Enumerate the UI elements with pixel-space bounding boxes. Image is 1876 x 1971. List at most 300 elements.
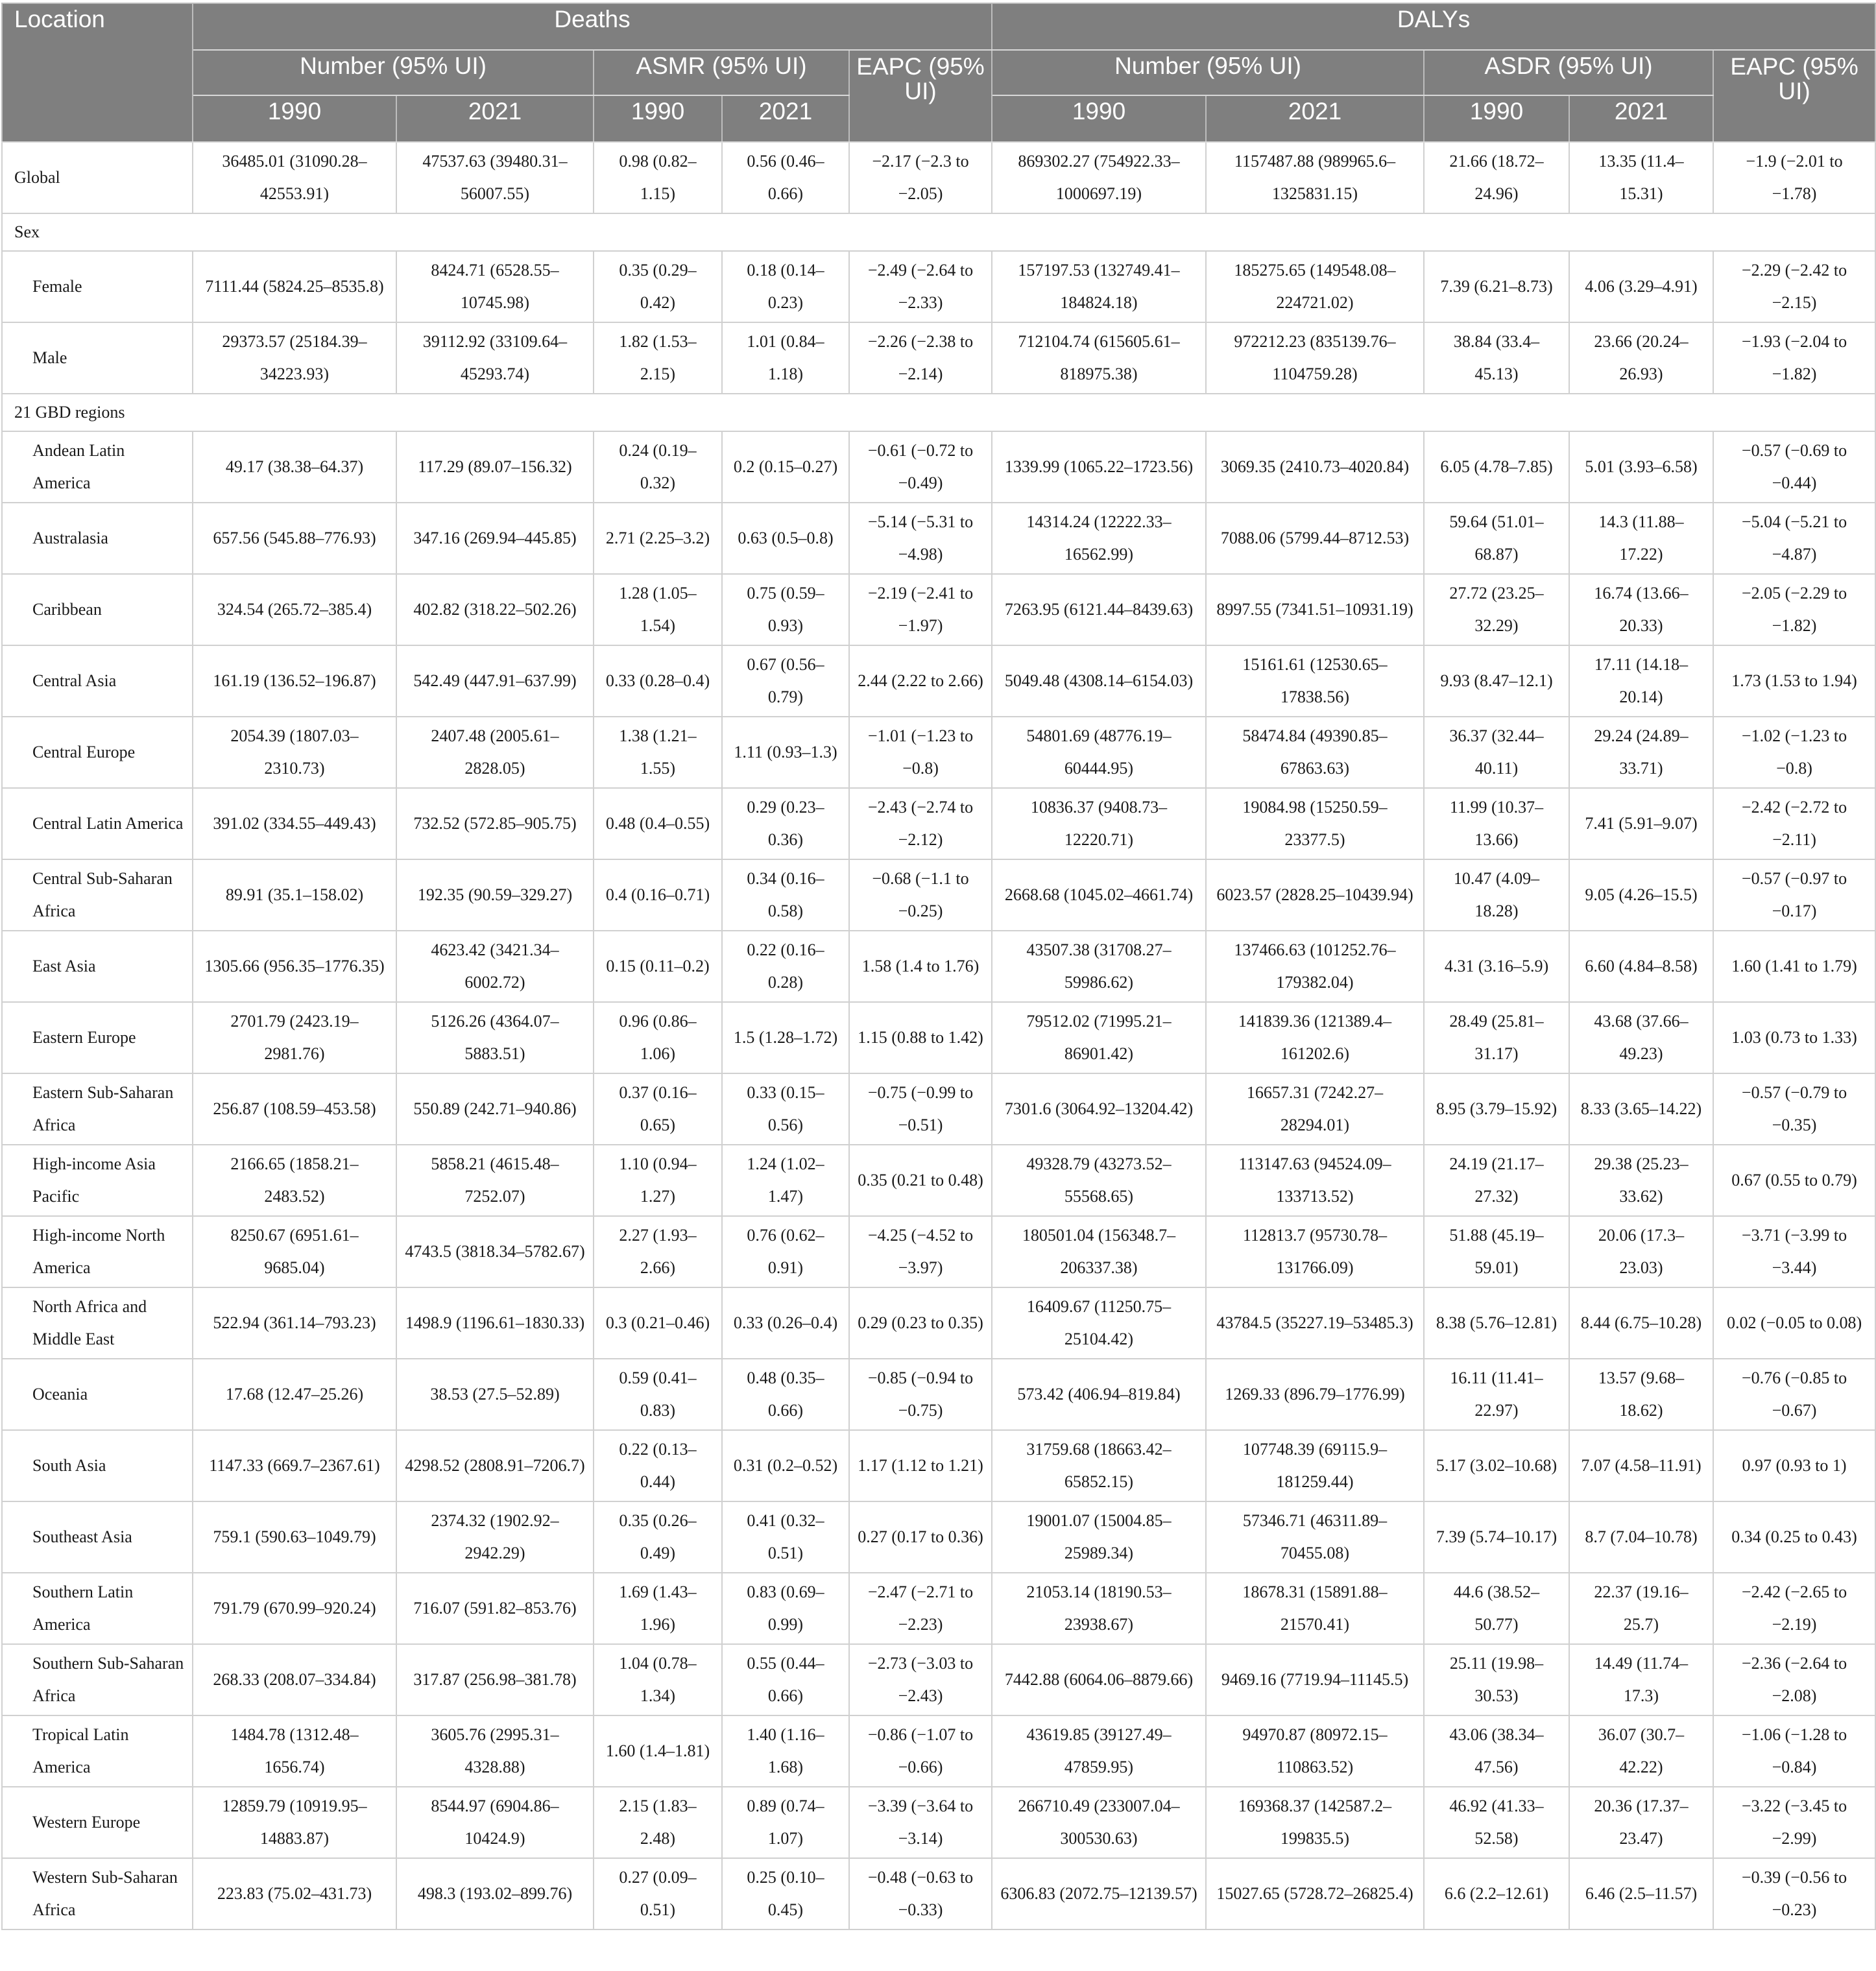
year-header: 2021 [1569,95,1713,142]
value-cell: 2054.39 (1807.03–2310.73) [193,717,396,788]
value-cell: 17.11 (14.18–20.14) [1569,645,1713,717]
location-cell: North Africa and Middle East [2,1287,193,1359]
value-cell: 0.15 (0.11–0.2) [594,931,722,1002]
value-cell: −2.42 (−2.65 to −2.19) [1713,1573,1875,1644]
value-cell: 9.05 (4.26–15.5) [1569,859,1713,931]
value-cell: 28.49 (25.81–31.17) [1424,1002,1569,1073]
year-header: 2021 [722,95,849,142]
value-cell: 0.89 (0.74–1.07) [722,1787,849,1858]
section-label: 21 GBD regions [2,394,1875,431]
value-cell: 1.15 (0.88 to 1.42) [849,1002,992,1073]
location-cell: Western Europe [2,1787,193,1858]
value-cell: 0.29 (0.23 to 0.35) [849,1287,992,1359]
location-cell: Central Sub-Saharan Africa [2,859,193,931]
value-cell: 4298.52 (2808.91–7206.7) [396,1430,594,1501]
asdr-header: ASDR (95% UI) [1424,50,1713,95]
value-cell: 1.10 (0.94–1.27) [594,1145,722,1216]
value-cell: 36485.01 (31090.28–42553.91) [193,142,396,213]
value-cell: 1269.33 (896.79–1776.99) [1206,1359,1424,1430]
value-cell: 0.35 (0.26–0.49) [594,1501,722,1573]
value-cell: 1.40 (1.16–1.68) [722,1715,849,1787]
section-row [2,394,1875,431]
value-cell: 1157487.88 (989965.6–1325831.15) [1206,142,1424,213]
table-header [2,3,1875,142]
year-header: 1990 [1424,95,1569,142]
value-cell: 24.19 (21.17–27.32) [1424,1145,1569,1216]
table-row [2,322,1875,394]
location-cell: High-income Asia Pacific [2,1145,193,1216]
value-cell: 185275.65 (149548.08–224721.02) [1206,251,1424,322]
value-cell: 0.96 (0.86–1.06) [594,1002,722,1073]
value-cell: 2407.48 (2005.61–2828.05) [396,717,594,788]
value-cell: 8997.55 (7341.51–10931.19) [1206,574,1424,645]
value-cell: 58474.84 (49390.85–67863.63) [1206,717,1424,788]
value-cell: 0.33 (0.15–0.56) [722,1073,849,1145]
table-row [2,717,1875,788]
value-cell: 6.05 (4.78–7.85) [1424,431,1569,503]
value-cell: 1147.33 (669.7–2367.61) [193,1430,396,1501]
value-cell: −2.26 (−2.38 to −2.14) [849,322,992,394]
table-row [2,1430,1875,1501]
value-cell: 1339.99 (1065.22–1723.56) [992,431,1206,503]
value-cell: −2.19 (−2.41 to −1.97) [849,574,992,645]
value-cell: 266710.49 (233007.04–300530.63) [992,1787,1206,1858]
location-cell: Australasia [2,503,193,574]
value-cell: 1.58 (1.4 to 1.76) [849,931,992,1002]
value-cell: 791.79 (670.99–920.24) [193,1573,396,1644]
value-cell: 16.74 (13.66–20.33) [1569,574,1713,645]
location-cell: Southern Sub-Saharan Africa [2,1644,193,1715]
value-cell: 8.44 (6.75–10.28) [1569,1287,1713,1359]
value-cell: 0.98 (0.82–1.15) [594,142,722,213]
value-cell: −0.39 (−0.56 to −0.23) [1713,1858,1875,1929]
value-cell: 12859.79 (10919.95–14883.87) [193,1787,396,1858]
value-cell: 46.92 (41.33–52.58) [1424,1787,1569,1858]
location-cell: South Asia [2,1430,193,1501]
value-cell: 2668.68 (1045.02–4661.74) [992,859,1206,931]
value-cell: −2.43 (−2.74 to −2.12) [849,788,992,859]
value-cell: 0.55 (0.44–0.66) [722,1644,849,1715]
value-cell: 1.73 (1.53 to 1.94) [1713,645,1875,717]
value-cell: 8.95 (3.79–15.92) [1424,1073,1569,1145]
value-cell: 1.69 (1.43–1.96) [594,1573,722,1644]
value-cell: 5.01 (3.93–6.58) [1569,431,1713,503]
value-cell: 5126.26 (4364.07–5883.51) [396,1002,594,1073]
section-row [2,213,1875,251]
value-cell: 94970.87 (80972.15–110863.52) [1206,1715,1424,1787]
value-cell: 29.38 (25.23–33.62) [1569,1145,1713,1216]
deaths-header: Deaths [193,3,992,50]
value-cell: 157197.53 (132749.41–184824.18) [992,251,1206,322]
value-cell: −0.75 (−0.99 to −0.51) [849,1073,992,1145]
value-cell: 6023.57 (2828.25–10439.94) [1206,859,1424,931]
value-cell: −4.25 (−4.52 to −3.97) [849,1216,992,1287]
value-cell: 180501.04 (156348.7–206337.38) [992,1216,1206,1287]
value-cell: 0.33 (0.26–0.4) [722,1287,849,1359]
value-cell: 2374.32 (1902.92–2942.29) [396,1501,594,1573]
value-cell: 2701.79 (2423.19–2981.76) [193,1002,396,1073]
value-cell: −2.73 (−3.03 to −2.43) [849,1644,992,1715]
value-cell: 0.67 (0.56–0.79) [722,645,849,717]
value-cell: 57346.71 (46311.89–70455.08) [1206,1501,1424,1573]
value-cell: 11.99 (10.37–13.66) [1424,788,1569,859]
value-cell: 0.34 (0.25 to 0.43) [1713,1501,1875,1573]
value-cell: 7263.95 (6121.44–8439.63) [992,574,1206,645]
data-table [1,3,1876,1930]
value-cell: 1.04 (0.78–1.34) [594,1644,722,1715]
value-cell: 43507.38 (31708.27–59986.62) [992,931,1206,1002]
value-cell: 141839.36 (121389.4–161202.6) [1206,1002,1424,1073]
value-cell: 6.60 (4.84–8.58) [1569,931,1713,1002]
table-row [2,1073,1875,1145]
value-cell: 0.33 (0.28–0.4) [594,645,722,717]
value-cell: −0.76 (−0.85 to −0.67) [1713,1359,1875,1430]
value-cell: −1.06 (−1.28 to −0.84) [1713,1715,1875,1787]
value-cell: 5.17 (3.02–10.68) [1424,1430,1569,1501]
value-cell: 25.11 (19.98–30.53) [1424,1644,1569,1715]
value-cell: −2.49 (−2.64 to −2.33) [849,251,992,322]
value-cell: 36.07 (30.7–42.22) [1569,1715,1713,1787]
value-cell: 8.33 (3.65–14.22) [1569,1073,1713,1145]
value-cell: −0.48 (−0.63 to −0.33) [849,1858,992,1929]
value-cell: 16657.31 (7242.27–28294.01) [1206,1073,1424,1145]
value-cell: 7301.6 (3064.92–13204.42) [992,1073,1206,1145]
location-cell: Female [2,251,193,322]
value-cell: 498.3 (193.02–899.76) [396,1858,594,1929]
value-cell: 0.97 (0.93 to 1) [1713,1430,1875,1501]
value-cell: −5.04 (−5.21 to −4.87) [1713,503,1875,574]
value-cell: 324.54 (265.72–385.4) [193,574,396,645]
value-cell: −5.14 (−5.31 to −4.98) [849,503,992,574]
value-cell: 20.06 (17.3–23.03) [1569,1216,1713,1287]
value-cell: 0.37 (0.16–0.65) [594,1073,722,1145]
table-row [2,1145,1875,1216]
location-cell: Caribbean [2,574,193,645]
value-cell: 5049.48 (4308.14–6154.03) [992,645,1206,717]
value-cell: 20.36 (17.37–23.47) [1569,1787,1713,1858]
value-cell: 3069.35 (2410.73–4020.84) [1206,431,1424,503]
value-cell: 31759.68 (18663.42–65852.15) [992,1430,1206,1501]
value-cell: 13.35 (11.4–15.31) [1569,142,1713,213]
value-cell: 54801.69 (48776.19–60444.95) [992,717,1206,788]
location-cell: Oceania [2,1359,193,1430]
value-cell: 2.27 (1.93–2.66) [594,1216,722,1287]
value-cell: 4.31 (3.16–5.9) [1424,931,1569,1002]
value-cell: 1.28 (1.05–1.54) [594,574,722,645]
value-cell: 4743.5 (3818.34–5782.67) [396,1216,594,1287]
value-cell: 972212.23 (835139.76–1104759.28) [1206,322,1424,394]
value-cell: 657.56 (545.88–776.93) [193,503,396,574]
value-cell: 59.64 (51.01–68.87) [1424,503,1569,574]
deaths-eapc-header: EAPC (95% UI) [849,50,992,142]
value-cell: 36.37 (32.44–40.11) [1424,717,1569,788]
value-cell: 169368.37 (142587.2–199835.5) [1206,1787,1424,1858]
table-row [2,1359,1875,1430]
value-cell: 16409.67 (11250.75–25104.42) [992,1287,1206,1359]
value-cell: 43619.85 (39127.49–47859.95) [992,1715,1206,1787]
table-row [2,788,1875,859]
value-cell: −1.01 (−1.23 to −0.8) [849,717,992,788]
value-cell: 268.33 (208.07–334.84) [193,1644,396,1715]
value-cell: 256.87 (108.59–453.58) [193,1073,396,1145]
value-cell: 716.07 (591.82–853.76) [396,1573,594,1644]
value-cell: 0.56 (0.46–0.66) [722,142,849,213]
value-cell: 0.22 (0.16–0.28) [722,931,849,1002]
value-cell: 0.27 (0.09–0.51) [594,1858,722,1929]
value-cell: 522.94 (361.14–793.23) [193,1287,396,1359]
value-cell: 27.72 (23.25–32.29) [1424,574,1569,645]
value-cell: 43.68 (37.66–49.23) [1569,1002,1713,1073]
value-cell: 49328.79 (43273.52–55568.65) [992,1145,1206,1216]
value-cell: 15161.61 (12530.65–17838.56) [1206,645,1424,717]
value-cell: −1.93 (−2.04 to −1.82) [1713,322,1875,394]
value-cell: 0.29 (0.23–0.36) [722,788,849,859]
table-row [2,1644,1875,1715]
value-cell: 712104.74 (615605.61–818975.38) [992,322,1206,394]
value-cell: 9469.16 (7719.94–11145.5) [1206,1644,1424,1715]
value-cell: 9.93 (8.47–12.1) [1424,645,1569,717]
value-cell: 1.5 (1.28–1.72) [722,1002,849,1073]
value-cell: 38.53 (27.5–52.89) [396,1359,594,1430]
value-cell: 7.07 (4.58–11.91) [1569,1430,1713,1501]
value-cell: 19001.07 (15004.85–25989.34) [992,1501,1206,1573]
dalys-header: DALYs [992,3,1875,50]
value-cell: 51.88 (45.19–59.01) [1424,1216,1569,1287]
location-cell: Central Europe [2,717,193,788]
value-cell: 7088.06 (5799.44–8712.53) [1206,503,1424,574]
value-cell: 89.91 (35.1–158.02) [193,859,396,931]
value-cell: 6.46 (2.5–11.57) [1569,1858,1713,1929]
location-cell: Western Sub-Saharan Africa [2,1858,193,1929]
value-cell: 43.06 (38.34–47.56) [1424,1715,1569,1787]
location-cell: Tropical Latin America [2,1715,193,1787]
table-row [2,574,1875,645]
value-cell: 8.38 (5.76–12.81) [1424,1287,1569,1359]
value-cell: 3605.76 (2995.31–4328.88) [396,1715,594,1787]
value-cell: 49.17 (38.38–64.37) [193,431,396,503]
value-cell: 1.82 (1.53–2.15) [594,322,722,394]
value-cell: 0.59 (0.41–0.83) [594,1359,722,1430]
value-cell: −2.36 (−2.64 to −2.08) [1713,1644,1875,1715]
value-cell: −2.05 (−2.29 to −1.82) [1713,574,1875,645]
value-cell: 8544.97 (6904.86–10424.9) [396,1787,594,1858]
value-cell: 759.1 (590.63–1049.79) [193,1501,396,1573]
value-cell: 0.48 (0.4–0.55) [594,788,722,859]
value-cell: 0.34 (0.16–0.58) [722,859,849,931]
location-cell: East Asia [2,931,193,1002]
asmr-header: ASMR (95% UI) [594,50,849,95]
table-row [2,1002,1875,1073]
year-header: 1990 [594,95,722,142]
value-cell: 732.52 (572.85–905.75) [396,788,594,859]
value-cell: 7442.88 (6064.06–8879.66) [992,1644,1206,1715]
value-cell: 79512.02 (71995.21–86901.42) [992,1002,1206,1073]
value-cell: 107748.39 (69115.9–181259.44) [1206,1430,1424,1501]
value-cell: 402.82 (318.22–502.26) [396,574,594,645]
value-cell: 161.19 (136.52–196.87) [193,645,396,717]
table-row [2,503,1875,574]
value-cell: 1.60 (1.41 to 1.79) [1713,931,1875,1002]
value-cell: 21053.14 (18190.53–23938.67) [992,1573,1206,1644]
year-header: 1990 [193,95,396,142]
value-cell: 192.35 (90.59–329.27) [396,859,594,931]
value-cell: 29.24 (24.89–33.71) [1569,717,1713,788]
section-label: Sex [2,213,1875,251]
value-cell: 0.18 (0.14–0.23) [722,251,849,322]
location-cell: Eastern Sub-Saharan Africa [2,1073,193,1145]
deaths-number-header: Number (95% UI) [193,50,594,95]
value-cell: −1.9 (−2.01 to −1.78) [1713,142,1875,213]
dalys-eapc-header: EAPC (95% UI) [1713,50,1875,142]
value-cell: 6306.83 (2072.75–12139.57) [992,1858,1206,1929]
value-cell: 14314.24 (12222.33–16562.99) [992,503,1206,574]
value-cell: 0.67 (0.55 to 0.79) [1713,1145,1875,1216]
table-row [2,859,1875,931]
value-cell: 0.22 (0.13–0.44) [594,1430,722,1501]
table-row [2,1216,1875,1287]
value-cell: 7.41 (5.91–9.07) [1569,788,1713,859]
value-cell: 44.6 (38.52–50.77) [1424,1573,1569,1644]
value-cell: 1.38 (1.21–1.55) [594,717,722,788]
value-cell: 10836.37 (9408.73–12220.71) [992,788,1206,859]
value-cell: 0.25 (0.10–0.45) [722,1858,849,1929]
value-cell: 16.11 (11.41–22.97) [1424,1359,1569,1430]
value-cell: −0.85 (−0.94 to −0.75) [849,1359,992,1430]
location-cell: Southeast Asia [2,1501,193,1573]
value-cell: 0.48 (0.35–0.66) [722,1359,849,1430]
value-cell: −0.61 (−0.72 to −0.49) [849,431,992,503]
location-cell: Male [2,322,193,394]
value-cell: 38.84 (33.4–45.13) [1424,322,1569,394]
value-cell: 1.17 (1.12 to 1.21) [849,1430,992,1501]
value-cell: 2.15 (1.83–2.48) [594,1787,722,1858]
value-cell: 10.47 (4.09–18.28) [1424,859,1569,931]
table-row [2,431,1875,503]
value-cell: 0.75 (0.59–0.93) [722,574,849,645]
value-cell: 7111.44 (5824.25–8535.8) [193,251,396,322]
table-row [2,1715,1875,1787]
value-cell: −3.71 (−3.99 to −3.44) [1713,1216,1875,1287]
location-cell: Global [2,142,193,213]
value-cell: 6.6 (2.2–12.61) [1424,1858,1569,1929]
value-cell: 0.27 (0.17 to 0.36) [849,1501,992,1573]
value-cell: 29373.57 (25184.39–34223.93) [193,322,396,394]
value-cell: 7.39 (6.21–8.73) [1424,251,1569,322]
value-cell: −2.17 (−2.3 to −2.05) [849,142,992,213]
value-cell: 1484.78 (1312.48–1656.74) [193,1715,396,1787]
value-cell: 2.71 (2.25–3.2) [594,503,722,574]
value-cell: 39112.92 (33109.64–45293.74) [396,322,594,394]
value-cell: −2.42 (−2.72 to −2.11) [1713,788,1875,859]
value-cell: 223.83 (75.02–431.73) [193,1858,396,1929]
value-cell: 7.39 (5.74–10.17) [1424,1501,1569,1573]
value-cell: 47537.63 (39480.31–56007.55) [396,142,594,213]
value-cell: 0.76 (0.62–0.91) [722,1216,849,1287]
value-cell: 13.57 (9.68–18.62) [1569,1359,1713,1430]
value-cell: 347.16 (269.94–445.85) [396,503,594,574]
value-cell: 0.24 (0.19–0.32) [594,431,722,503]
value-cell: 0.4 (0.16–0.71) [594,859,722,931]
table-row [2,1287,1875,1359]
value-cell: 542.49 (447.91–637.99) [396,645,594,717]
value-cell: 2166.65 (1858.21–2483.52) [193,1145,396,1216]
value-cell: 117.29 (89.07–156.32) [396,431,594,503]
value-cell: 0.35 (0.29–0.42) [594,251,722,322]
value-cell: −0.57 (−0.69 to −0.44) [1713,431,1875,503]
value-cell: 1.60 (1.4–1.81) [594,1715,722,1787]
value-cell: 8250.67 (6951.61–9685.04) [193,1216,396,1287]
year-header: 2021 [1206,95,1424,142]
value-cell: −0.57 (−0.97 to −0.17) [1713,859,1875,931]
value-cell: −2.29 (−2.42 to −2.15) [1713,251,1875,322]
value-cell: −2.47 (−2.71 to −2.23) [849,1573,992,1644]
value-cell: 19084.98 (15250.59–23377.5) [1206,788,1424,859]
value-cell: 1.11 (0.93–1.3) [722,717,849,788]
value-cell: −0.68 (−1.1 to −0.25) [849,859,992,931]
value-cell: 43784.5 (35227.19–53485.3) [1206,1287,1424,1359]
table-row [2,1573,1875,1644]
value-cell: 8424.71 (6528.55–10745.98) [396,251,594,322]
location-cell: Andean Latin America [2,431,193,503]
value-cell: 14.3 (11.88–17.22) [1569,503,1713,574]
table-row [2,931,1875,1002]
value-cell: 1.01 (0.84–1.18) [722,322,849,394]
value-cell: 869302.27 (754922.33–1000697.19) [992,142,1206,213]
value-cell: 0.2 (0.15–0.27) [722,431,849,503]
value-cell: 0.83 (0.69–0.99) [722,1573,849,1644]
value-cell: 18678.31 (15891.88–21570.41) [1206,1573,1424,1644]
location-header: Location [2,3,193,142]
table-row [2,645,1875,717]
value-cell: 0.3 (0.21–0.46) [594,1287,722,1359]
dalys-number-header: Number (95% UI) [992,50,1424,95]
value-cell: 4.06 (3.29–4.91) [1569,251,1713,322]
value-cell: 17.68 (12.47–25.26) [193,1359,396,1430]
location-cell: Eastern Europe [2,1002,193,1073]
value-cell: −0.86 (−1.07 to −0.66) [849,1715,992,1787]
value-cell: 1.03 (0.73 to 1.33) [1713,1002,1875,1073]
table-row [2,1501,1875,1573]
value-cell: 8.7 (7.04–10.78) [1569,1501,1713,1573]
value-cell: 1.24 (1.02–1.47) [722,1145,849,1216]
table-body [2,142,1875,1929]
table-row [2,1787,1875,1858]
value-cell: 1305.66 (956.35–1776.35) [193,931,396,1002]
value-cell: 0.35 (0.21 to 0.48) [849,1145,992,1216]
location-cell: Central Latin America [2,788,193,859]
value-cell: 23.66 (20.24–26.93) [1569,322,1713,394]
value-cell: 113147.63 (94524.09–133713.52) [1206,1145,1424,1216]
value-cell: 137466.63 (101252.76–179382.04) [1206,931,1424,1002]
value-cell: 2.44 (2.22 to 2.66) [849,645,992,717]
value-cell: 550.89 (242.71–940.86) [396,1073,594,1145]
year-header: 1990 [992,95,1206,142]
value-cell: 0.02 (−0.05 to 0.08) [1713,1287,1875,1359]
value-cell: 0.31 (0.2–0.52) [722,1430,849,1501]
value-cell: 22.37 (19.16–25.7) [1569,1573,1713,1644]
value-cell: 317.87 (256.98–381.78) [396,1644,594,1715]
value-cell: 4623.42 (3421.34–6002.72) [396,931,594,1002]
value-cell: 391.02 (334.55–449.43) [193,788,396,859]
value-cell: 112813.7 (95730.78–131766.09) [1206,1216,1424,1287]
value-cell: 0.41 (0.32–0.51) [722,1501,849,1573]
table-row [2,1858,1875,1929]
value-cell: 14.49 (11.74–17.3) [1569,1644,1713,1715]
value-cell: −0.57 (−0.79 to −0.35) [1713,1073,1875,1145]
value-cell: 573.42 (406.94–819.84) [992,1359,1206,1430]
value-cell: 1498.9 (1196.61–1830.33) [396,1287,594,1359]
location-cell: Central Asia [2,645,193,717]
